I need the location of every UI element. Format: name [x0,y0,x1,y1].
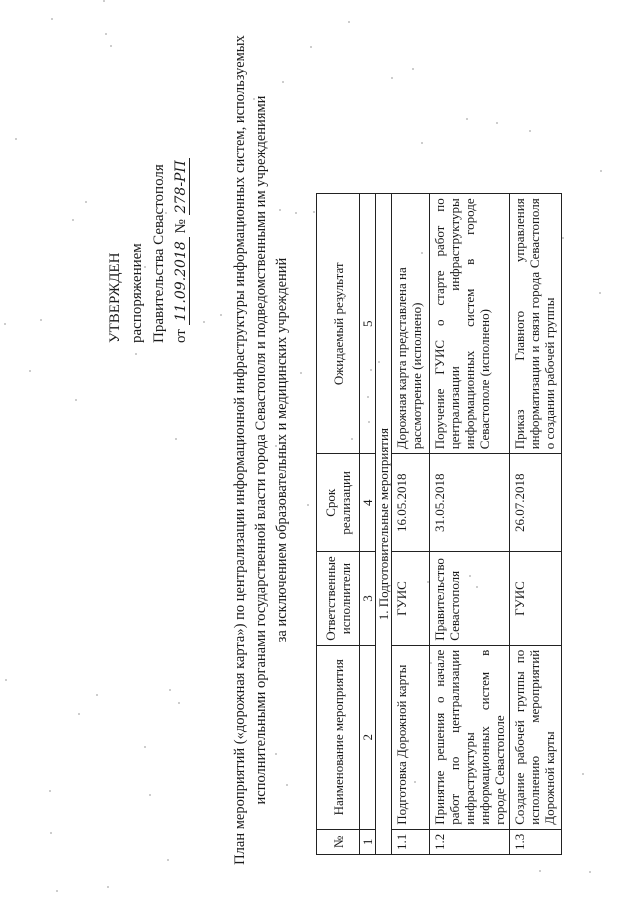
row-number: 1.3 [510,829,562,854]
row-number: 1.2 [430,829,510,854]
column-number: 5 [360,194,376,454]
row-deadline: 16.05.2018 [392,454,430,552]
header-cell: Ответственные исполнители [317,552,360,645]
roadmap-table [316,193,562,855]
row-activity: Принятие решения о начале работ по централизации инфраструктуры информационных систем в городе Севастополе [430,645,510,829]
row-executor: ГУИС [510,552,562,645]
row-result: Приказ Главного управления информатизации и связи города Севастополя о создании рабочей группы [510,194,562,454]
header-cell: Ожидаемый результат [317,194,360,454]
table-row [430,194,510,855]
column-number: 1 [360,829,376,854]
row-activity: Подготовка Дорожной карты [392,645,430,829]
approval-issuer: Правительства Севастополя [151,164,167,343]
header-cell: № [317,829,360,854]
column-number: 2 [360,645,376,829]
table-row [392,194,430,855]
column-number: 4 [360,454,376,552]
title-line-3: за исключением образовательных и медицинских учреждений [274,257,290,643]
approval-date-number-line [170,83,192,343]
row-executor: Правительство Севастополя [430,552,510,645]
approval-order-type: распоряжением [129,243,145,343]
row-number: 1.1 [392,829,430,854]
row-activity: Создание рабочей группы по исполнению мероприятий Дорожной карты [510,645,562,829]
column-number-row [360,194,376,855]
section-row [376,194,392,855]
row-deadline: 26.07.2018 [510,454,562,552]
row-executor: ГУИС [392,552,430,645]
row-result: Поручение ГУИС о старте работ по централизации инфраструктуры информационных систем в городе Севастополе (исполнено) [430,194,510,454]
row-deadline: 31.05.2018 [430,454,510,552]
approval-from-label: от [173,329,189,343]
approval-handwritten-date: 11.09.2018 [173,237,190,325]
approval-handwritten-number: 278-РП [173,160,189,214]
table-header-row [317,194,360,855]
title-line-2: исполнительными органами государственной власти города Севастополя и подведомственными им учреждениями [253,95,269,805]
header-cell: Наименование мероприятия [317,645,360,829]
column-number: 3 [360,552,376,645]
title-line-1: План мероприятий («дорожная карта») по централизации информационной инфраструктуры информационных систем, используемых [232,35,248,865]
header-cell: Срок реализации [317,454,360,552]
approval-title: УТВЕРЖДЕН [107,252,123,343]
table-row [510,194,562,855]
section-title: 1. Подготовительные мероприятия [376,194,392,855]
row-result: Дорожная карта представлена на рассмотрение (исполнено) [392,194,430,454]
document-title [230,35,293,865]
approval-stamp-block [104,83,192,343]
approval-number-label: № [173,219,189,234]
